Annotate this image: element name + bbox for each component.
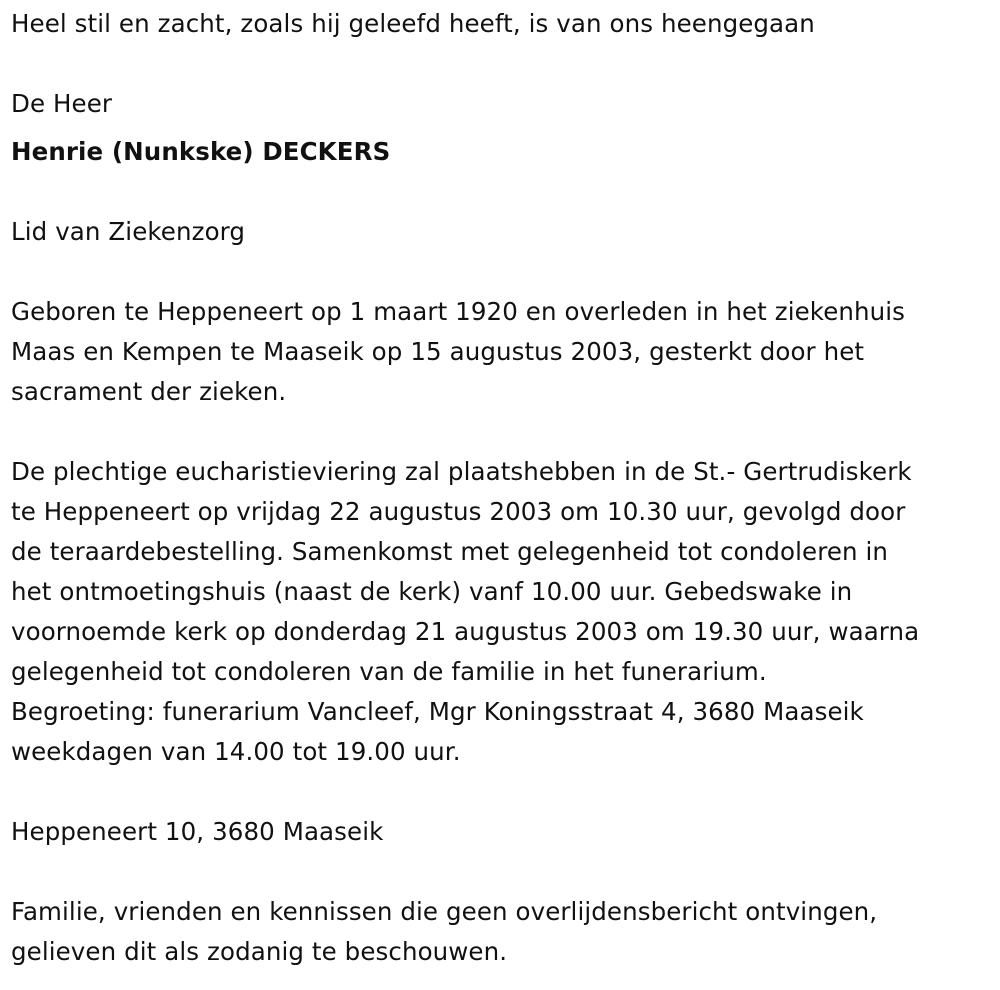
paragraph-line: voornoemde kerk op donderdag 21 augustus 2003 om 19.30 uur, waarna bbox=[11, 617, 920, 646]
intro-text: Heel stil en zacht, zoals hij geleefd heeft, is van ons heengegaan bbox=[11, 9, 815, 38]
paragraph-line: het ontmoetingshuis (naast de kerk) vanf 10.00 uur. Gebedswake in bbox=[11, 577, 853, 606]
address-text: Heppeneert 10, 3680 Maaseik bbox=[11, 817, 384, 846]
paragraph-line: de teraardebestelling. Samenkomst met gelegenheid tot condoleren in bbox=[11, 537, 889, 566]
spacer bbox=[11, 252, 996, 292]
obituary-document bbox=[11, 4, 996, 972]
paragraph-line: Familie, vrienden en kennissen die geen overlijdensbericht ontvingen, bbox=[11, 897, 878, 926]
paragraph-line: Begroeting: funerarium Vancleef, Mgr Koningsstraat 4, 3680 Maaseik bbox=[11, 697, 864, 726]
birth-paragraph bbox=[11, 292, 996, 412]
paragraph-line: gelegenheid tot condoleren van de familie in het funerarium. bbox=[11, 657, 767, 686]
spacer bbox=[11, 44, 996, 84]
ceremony-paragraph bbox=[11, 452, 996, 772]
paragraph-line: Maas en Kempen te Maaseik op 15 augustus 2003, gesterkt door het bbox=[11, 337, 865, 366]
paragraph-line: De plechtige eucharistieviering zal plaatshebben in de St.- Gertrudiskerk bbox=[11, 457, 912, 486]
spacer bbox=[11, 412, 996, 452]
spacer bbox=[11, 172, 996, 212]
membership-text: Lid van Ziekenzorg bbox=[11, 217, 246, 246]
spacer bbox=[11, 772, 996, 812]
spacer bbox=[11, 124, 996, 132]
honorific: De Heer bbox=[11, 89, 113, 118]
paragraph-line: sacrament der zieken. bbox=[11, 377, 287, 406]
paragraph-line: Geboren te Heppeneert op 1 maart 1920 en overleden in het ziekenhuis bbox=[11, 297, 906, 326]
closing-paragraph bbox=[11, 892, 996, 972]
spacer bbox=[11, 852, 996, 892]
deceased-name: Henrie (Nunkske) DECKERS bbox=[11, 137, 391, 166]
paragraph-line: weekdagen van 14.00 tot 19.00 uur. bbox=[11, 737, 461, 766]
paragraph-line: te Heppeneert op vrijdag 22 augustus 2003 om 10.30 uur, gevolgd door bbox=[11, 497, 906, 526]
paragraph-line: gelieven dit als zodanig te beschouwen. bbox=[11, 937, 508, 966]
